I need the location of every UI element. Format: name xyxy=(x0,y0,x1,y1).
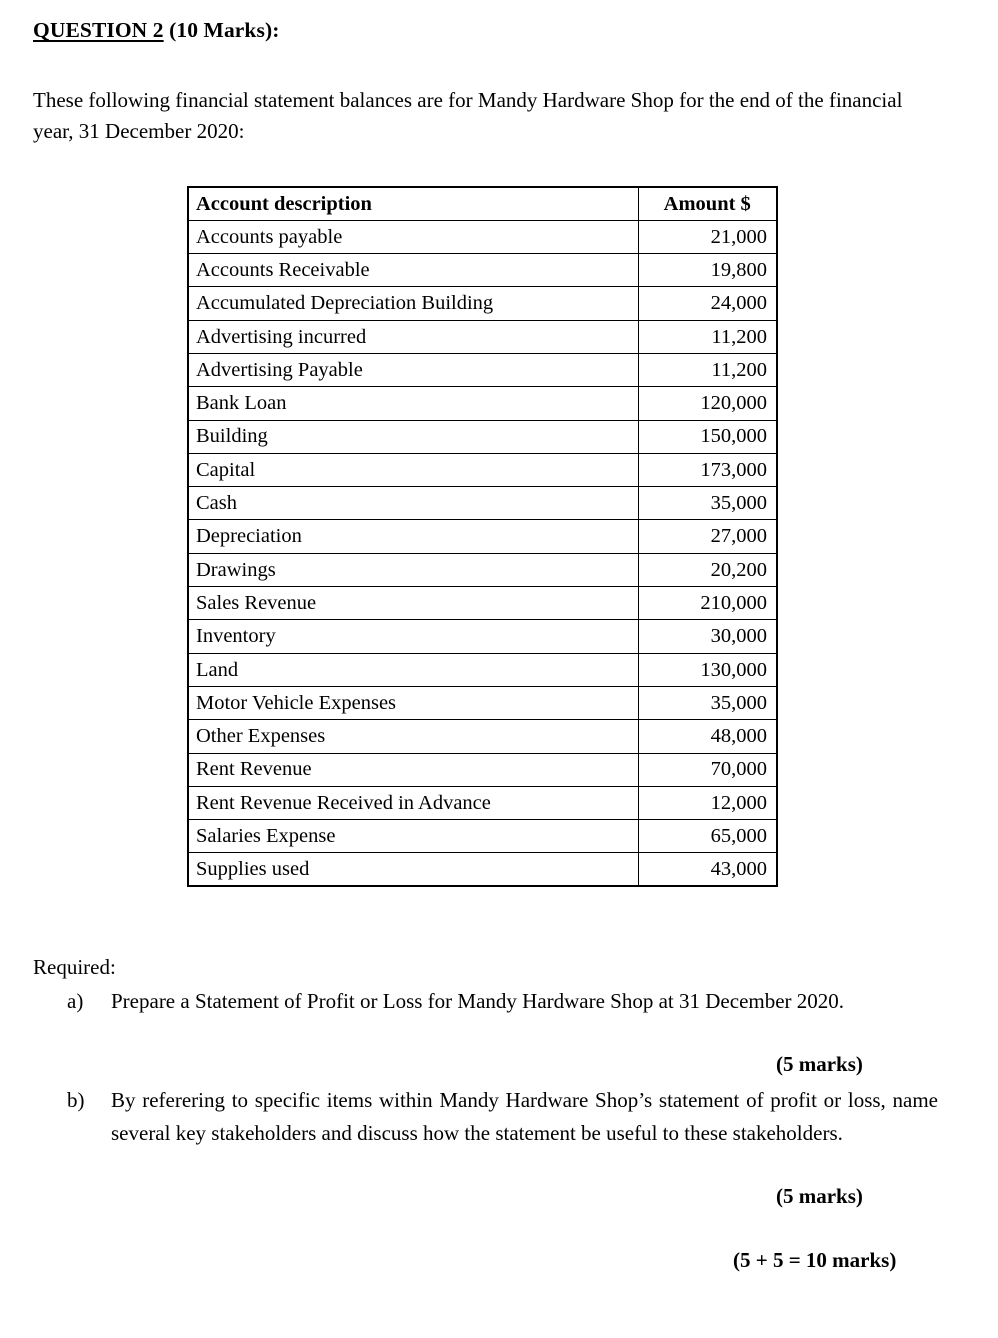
required-label: Required: xyxy=(33,955,116,979)
balances-table xyxy=(187,186,778,887)
cell-account-description: Cash xyxy=(188,487,638,520)
cell-account-description: Advertising Payable xyxy=(188,353,638,386)
cell-amount: 12,000 xyxy=(638,786,777,819)
cell-account-description: Rent Revenue Received in Advance xyxy=(188,786,638,819)
cell-amount: 120,000 xyxy=(638,387,777,420)
cell-amount: 21,000 xyxy=(638,220,777,253)
table-row xyxy=(188,653,777,686)
cell-amount: 24,000 xyxy=(638,287,777,320)
table-row xyxy=(188,353,777,386)
cell-amount: 150,000 xyxy=(638,420,777,453)
table-row xyxy=(188,620,777,653)
question-heading xyxy=(33,18,279,43)
marks-total: (5 + 5 = 10 marks) xyxy=(733,1248,897,1272)
cell-account-description: Motor Vehicle Expenses xyxy=(188,686,638,719)
column-header-amount: Amount $ xyxy=(638,187,777,220)
required-item-a-text: Prepare a Statement of Profit or Loss for Mandy Hardware Shop at 31 December 2020. xyxy=(111,989,845,1013)
cell-account-description: Accounts Receivable xyxy=(188,254,638,287)
cell-amount: 11,200 xyxy=(638,353,777,386)
cell-account-description: Sales Revenue xyxy=(188,587,638,620)
table-row xyxy=(188,453,777,486)
cell-account-description: Inventory xyxy=(188,620,638,653)
cell-account-description: Advertising incurred xyxy=(188,320,638,353)
question-heading-underlined: QUESTION 2 xyxy=(33,18,164,42)
cell-account-description: Building xyxy=(188,420,638,453)
intro-paragraph: These following financial statement balances are for Mandy Hardware Shop for the end of the financial year, 31 December 2020: xyxy=(33,88,903,143)
balances-table-wrapper xyxy=(187,186,776,887)
required-item-a xyxy=(67,985,938,1018)
cell-account-description: Land xyxy=(188,653,638,686)
cell-amount: 30,000 xyxy=(638,620,777,653)
cell-account-description: Salaries Expense xyxy=(188,820,638,853)
table-row xyxy=(188,753,777,786)
table-row xyxy=(188,853,777,886)
table-head xyxy=(188,187,777,220)
table-row xyxy=(188,320,777,353)
cell-amount: 27,000 xyxy=(638,520,777,553)
cell-account-description: Bank Loan xyxy=(188,387,638,420)
cell-account-description: Depreciation xyxy=(188,520,638,553)
cell-account-description: Rent Revenue xyxy=(188,753,638,786)
column-header-description: Account description xyxy=(188,187,638,220)
cell-account-description: Supplies used xyxy=(188,853,638,886)
table-row xyxy=(188,820,777,853)
table-row xyxy=(188,420,777,453)
cell-account-description: Capital xyxy=(188,453,638,486)
cell-amount: 35,000 xyxy=(638,487,777,520)
cell-amount: 130,000 xyxy=(638,653,777,686)
table-row xyxy=(188,587,777,620)
cell-amount: 210,000 xyxy=(638,587,777,620)
marks-item-b: (5 marks) xyxy=(776,1184,863,1208)
table-row xyxy=(188,520,777,553)
table-row xyxy=(188,720,777,753)
table-row xyxy=(188,287,777,320)
required-item-b-text: By referering to specific items within Mandy Hardware Shop’s statement of profit or loss, name several key stakeholders and discuss how the statement be useful to these stakeholders. xyxy=(111,1088,938,1145)
cell-amount: 19,800 xyxy=(638,254,777,287)
required-item-b xyxy=(67,1084,938,1150)
cell-amount: 65,000 xyxy=(638,820,777,853)
cell-account-description: Accumulated Depreciation Building xyxy=(188,287,638,320)
cell-amount: 173,000 xyxy=(638,453,777,486)
table-row xyxy=(188,686,777,719)
table-body xyxy=(188,220,777,886)
table-row xyxy=(188,254,777,287)
cell-amount: 20,200 xyxy=(638,553,777,586)
table-row xyxy=(188,387,777,420)
marks-item-a: (5 marks) xyxy=(776,1052,863,1076)
cell-amount: 11,200 xyxy=(638,320,777,353)
cell-account-description: Other Expenses xyxy=(188,720,638,753)
cell-amount: 35,000 xyxy=(638,686,777,719)
cell-account-description: Accounts payable xyxy=(188,220,638,253)
table-header-row xyxy=(188,187,777,220)
cell-amount: 48,000 xyxy=(638,720,777,753)
cell-account-description: Drawings xyxy=(188,553,638,586)
table-row xyxy=(188,553,777,586)
cell-amount: 43,000 xyxy=(638,853,777,886)
required-item-b-marker: b) xyxy=(67,1088,85,1112)
cell-amount: 70,000 xyxy=(638,753,777,786)
table-row xyxy=(188,487,777,520)
table-row xyxy=(188,786,777,819)
question-heading-marks: (10 Marks): xyxy=(163,18,280,42)
table-row xyxy=(188,220,777,253)
required-item-a-marker: a) xyxy=(67,989,84,1013)
